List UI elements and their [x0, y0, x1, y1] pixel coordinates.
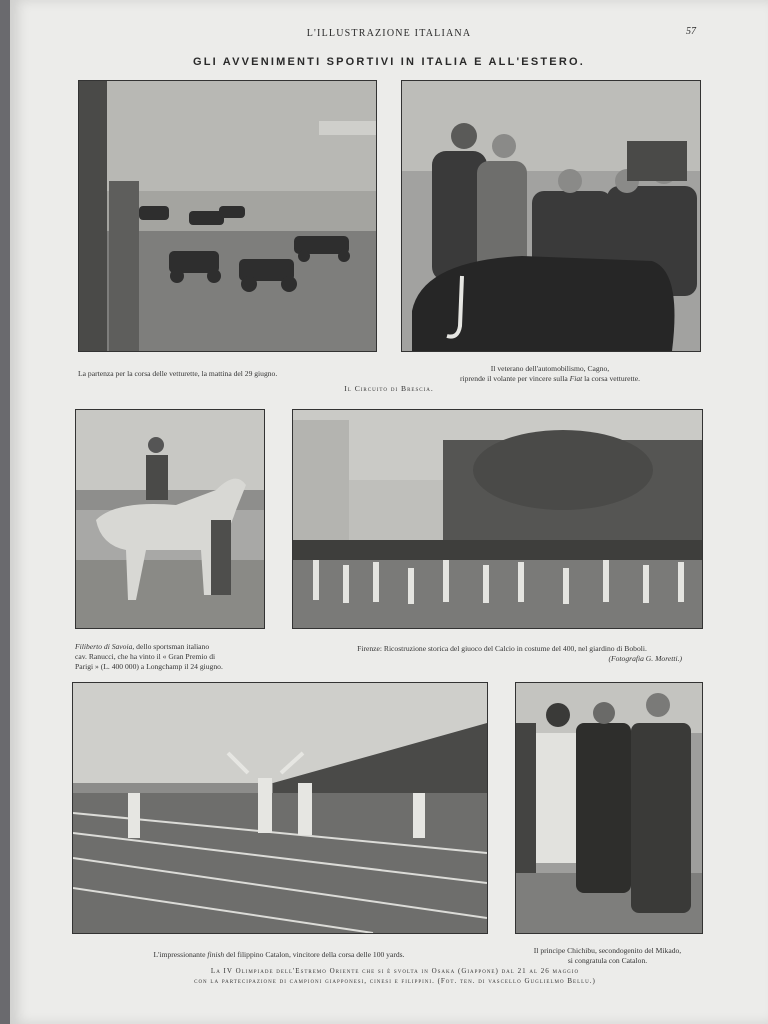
olympiad-caption-line1: La IV Olimpiade dell'Estremo Oriente che si è svolta in Osaka (Giappone) dal 21 al 26 maggio: [210, 967, 580, 975]
sprint-caption-text-c: del filippino Catalon, vincitore della corsa delle 100 yards.: [224, 950, 405, 959]
prince-caption: [500, 946, 715, 966]
veteran-caption-fiat: Fiat: [569, 374, 583, 383]
olympiad-caption: [80, 966, 710, 986]
sprint-caption-finish: finish: [207, 950, 225, 959]
florence-calcio-photo: [292, 409, 703, 629]
race-start-photo: [78, 80, 377, 352]
calcio-credit-text: (Fotografia G. Moretti.): [608, 654, 682, 663]
brescia-group-caption: Il Circuito di Brescia.: [344, 384, 434, 393]
horse-caption-line3: Parigi » (L. 400 000) a Longchamp il 24 giugno.: [75, 662, 223, 671]
veteran-caption-text-a: riprende il volante per vincere sulla: [459, 374, 570, 383]
veteran-caption-text-c: la corsa vetturette.: [582, 374, 641, 383]
prince-caption-line2: si congratula con Catalon.: [567, 956, 648, 965]
horse-caption-line1: [75, 642, 285, 652]
sprint-caption-text-a: L'impressionante: [153, 950, 208, 959]
horse-caption: [75, 642, 285, 672]
horse-rider-photo: [75, 409, 265, 629]
sprint-caption: [72, 950, 486, 960]
race-start-caption: La partenza per la corsa delle vetturette, la mattina del 29 giugno.: [78, 369, 278, 378]
veteran-caption-line2: [401, 374, 699, 384]
prince-caption-line1: Il principe Chichibu, secondogenito del Mikado,: [533, 946, 682, 955]
prince-congratulates-photo: [515, 682, 703, 934]
calcio-photo-credit: [292, 654, 712, 664]
olympiad-caption-line2: con la partecipazione di campioni giapponesi, cinesi e filippini. (Fot. ten. di vascello Guglielmo Bellu.): [194, 977, 596, 985]
veteran-caption: [401, 364, 699, 384]
page-number: 57: [686, 26, 696, 37]
horse-caption-text: dello sportsman italiano: [134, 642, 210, 651]
veteran-caption-line1: Il veterano dell'automobilismo, Cagno,: [490, 364, 610, 373]
magazine-page: [10, 0, 768, 1024]
veteran-driver-photo: [401, 80, 701, 352]
section-title: GLI AVVENIMENTI SPORTIVI IN ITALIA E ALL'ESTERO.: [193, 56, 585, 68]
calcio-caption-line1: Firenze: Ricostruzione storica del giuoco del Calcio in costume del 400, nel giardino di Boboli.: [357, 644, 647, 653]
calcio-caption: [292, 644, 712, 664]
running-title: L'ILLUSTRAZIONE ITALIANA: [306, 28, 472, 39]
horse-name: Filiberto di Savoia,: [75, 642, 135, 651]
horse-caption-line2: cav. Ranucci, che ha vinto il « Gran Premio di: [75, 652, 216, 661]
sprint-finish-photo: [72, 682, 488, 934]
